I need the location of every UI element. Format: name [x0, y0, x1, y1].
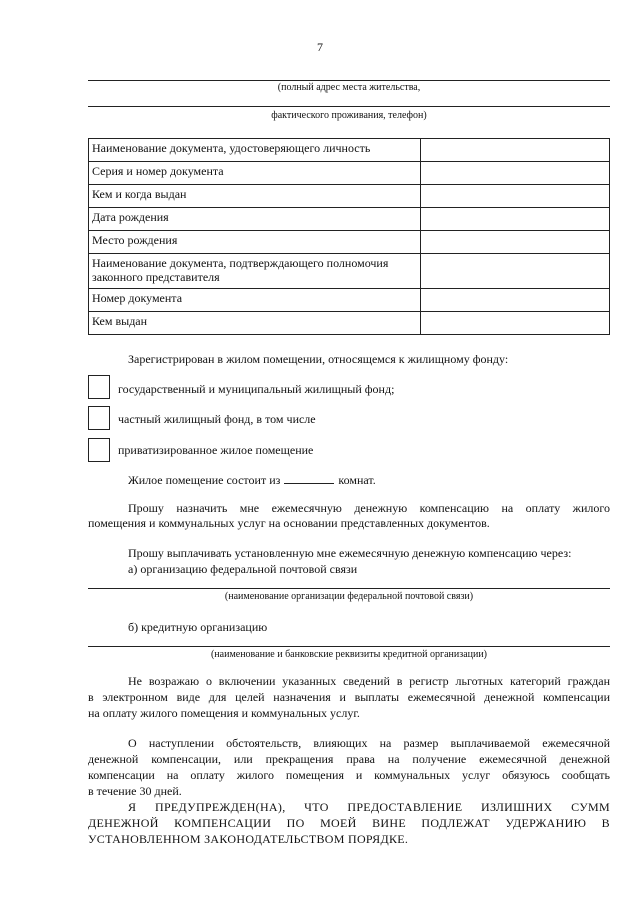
table-label: Кем и когда выдан	[89, 185, 421, 208]
address-caption-2: фактического проживания, телефон)	[271, 110, 427, 121]
table-value-field[interactable]	[421, 289, 610, 312]
warning-line-1: Я ПРЕДУПРЕЖДЕН(НА), ЧТО ПРЕДОСТАВЛЕНИЕ ИЗЛИШНИХ СУММ	[128, 800, 610, 814]
table-label: Место рождения	[89, 231, 421, 254]
rooms-suffix: комнат.	[338, 473, 376, 487]
warning-line-3: УСТАНОВЛЕННОМ ЗАКОНОДАТЕЛЬСТВОМ ПОРЯДКЕ.	[88, 832, 409, 846]
notice-line-2: денежной компенсации, или прекращения права на получение ежемесячной денежной	[88, 752, 610, 766]
housing-intro: Зарегистрирован в жилом помещении, относящемся к жилищному фонду:	[128, 352, 509, 366]
table-label: Номер документа	[89, 289, 421, 312]
table-value-field[interactable]	[421, 231, 610, 254]
address-line-2[interactable]	[88, 106, 610, 107]
credit-org-caption: (наименование и банковские реквизиты кредитной организации)	[210, 649, 488, 660]
request-line-1: Прошу назначить мне ежемесячную денежную компенсацию на оплату жилого	[128, 501, 610, 515]
table-row	[89, 208, 610, 231]
table-label: Дата рождения	[89, 208, 421, 231]
table-row	[89, 254, 610, 289]
option-state-fund: государственный и муниципальный жилищный фонд;	[118, 382, 395, 396]
consent-line-1: Не возражаю о включении указанных сведений в регистр льготных категорий граждан	[128, 674, 610, 688]
warning-line-2: ДЕНЕЖНОЙ КОМПЕНСАЦИИ ПО МОЕЙ ВИНЕ ПОДЛЕЖАТ УДЕРЖАНИЮ В	[88, 816, 610, 830]
rooms-line	[128, 473, 608, 488]
checkbox-privatized[interactable]	[88, 438, 110, 462]
rooms-prefix: Жилое помещение состоит из	[128, 473, 281, 487]
table-row	[89, 231, 610, 254]
table-row	[89, 289, 610, 312]
option-privatized: приватизированное жилое помещение	[118, 443, 314, 457]
checkbox-state-fund[interactable]	[88, 375, 110, 399]
table-row	[89, 312, 610, 335]
checkbox-private-fund[interactable]	[88, 406, 110, 430]
table-label: Наименование документа, подтверждающего полномочия законного представителя	[89, 254, 421, 289]
notice-line-3: компенсации на оплату жилого помещения и коммунальных услуг обязуюсь сообщать	[88, 768, 610, 782]
table-value-field[interactable]	[421, 185, 610, 208]
table-value-field[interactable]	[421, 312, 610, 335]
option-private-fund: частный жилищный фонд, в том числе	[118, 412, 316, 426]
consent-line-3: на оплату жилого помещения и коммунальных услуг.	[88, 706, 360, 720]
payment-option-a: а) организацию федеральной почтовой связи	[128, 562, 358, 576]
payment-intro: Прошу выплачивать установленную мне ежемесячную денежную компенсацию через:	[128, 546, 572, 560]
post-org-line[interactable]	[88, 588, 610, 589]
table-row	[89, 139, 610, 162]
table-value-field[interactable]	[421, 254, 610, 289]
address-line-1[interactable]	[88, 80, 610, 81]
table-row	[89, 185, 610, 208]
consent-line-2: в электронном виде для целей назначения и выплаты ежемесячной денежной компенсации	[88, 690, 610, 704]
payment-option-b: б) кредитную организацию	[128, 620, 268, 634]
table-value-field[interactable]	[421, 139, 610, 162]
post-org-caption: (наименование организации федеральной почтовой связи)	[224, 591, 474, 602]
address-caption-1: (полный адрес места жительства,	[277, 82, 421, 93]
page-number: 7	[317, 40, 323, 54]
request-line-2: помещения и коммунальных услуг на основании представленных документов.	[88, 516, 490, 530]
notice-line-4: в течение 30 дней.	[88, 784, 182, 798]
table-row	[89, 162, 610, 185]
credit-org-line[interactable]	[88, 646, 610, 647]
table-label: Серия и номер документа	[89, 162, 421, 185]
table-value-field[interactable]	[421, 208, 610, 231]
notice-line-1: О наступлении обстоятельств, влияющих на размер выплачиваемой ежемесячной	[128, 736, 610, 750]
table-label: Кем выдан	[89, 312, 421, 335]
table-value-field[interactable]	[421, 162, 610, 185]
identity-table	[88, 138, 610, 335]
rooms-count-field[interactable]	[284, 473, 334, 484]
table-label: Наименование документа, удостоверяющего личность	[89, 139, 421, 162]
